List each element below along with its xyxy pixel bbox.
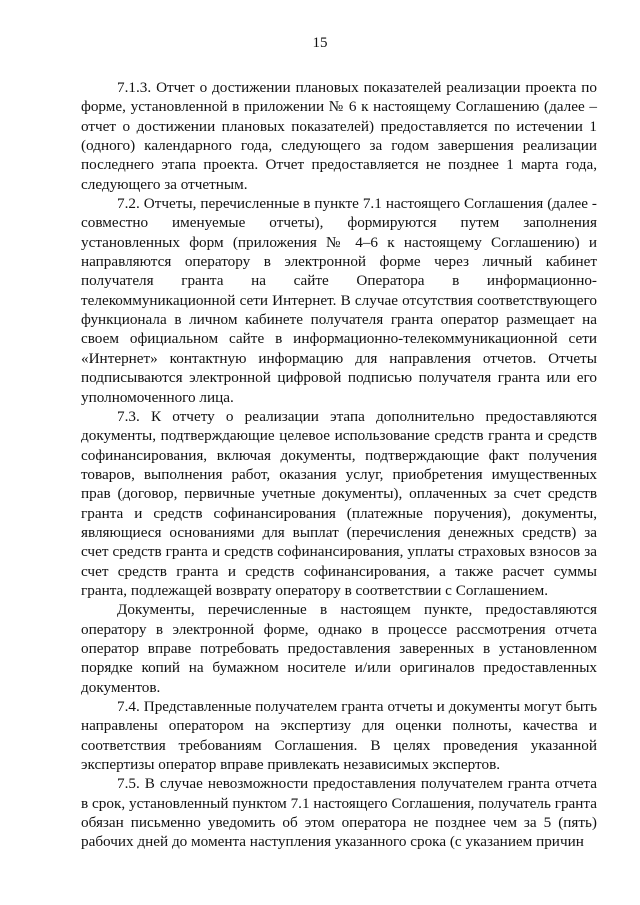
paragraph-7-3-documents: Документы, перечисленные в настоящем пункте, предоставляются оператору в электронной форме, однако в процессе рассмотрения отчета оператор вправе потребовать предоставления заверенных в установленном порядке копий на бумажном носителе и/или оригиналов предоставленных документов. bbox=[81, 601, 597, 696]
paragraph-7-4: 7.4. Представленные получателем гранта отчеты и документы могут быть направлены оператором на экспертизу для оценки полноты, качества и соответствия требованиям Соглашения. В целях проведения указанной экспертизы оператор вправе привлекать независимых экспертов. bbox=[81, 698, 597, 774]
paragraph-7-3: 7.3. К отчету о реализации этапа дополнительно предоставляются документы, подтверждающие целевое использование средств гранта и средств софинансирования, включая документы, подтверждающие факт получения товаров, выполнения работ, оказания услуг, приобретения имущественных прав (договор, первичные учетные документы), оплаченных за счет средств гранта и средств софинансирования (платежные поручения), документы, являющиеся основаниями для выплат (перечисления денежных средств) за счет средств гранта и средств софинансирования, уплаты страховых взносов за счет средств гранта и средств софинансирования, а также расчет суммы гранта, подлежащей возврату оператору в соответствии с Соглашением. bbox=[81, 407, 597, 599]
document-body bbox=[81, 78, 597, 852]
paragraph-7-5: 7.5. В случае невозможности предоставления получателем гранта отчета в срок, установленный пунктом 7.1 настоящего Соглашения, получатель гранта обязан письменно уведомить об этом оператора не позднее чем за 5 (пять) рабочих дней до момента наступления указанного срока (с указанием причин bbox=[81, 775, 597, 851]
paragraph-7-1-3: 7.1.3. Отчет о достижении плановых показателей реализации проекта по форме, установленной в приложении № 6 к настоящему Соглашению (далее – отчет о достижении плановых показателей) предоставляется по истечении 1 (одного) календарного года, следующего за годом завершения реализации последнего этапа проекта. Отчет предоставляется не позднее 1 марта года, следующего за отчетным. bbox=[81, 79, 597, 193]
page-number: 15 bbox=[312, 35, 328, 51]
paragraph-7-2: 7.2. Отчеты, перечисленные в пункте 7.1 настоящего Соглашения (далее - совместно именуемые отчеты), формируются путем заполнения установленных форм (приложения № 4–6 к настоящему Соглашению) и направляются оператору в электронной форме через личный кабинет получателя гранта на сайте Оператора в информационно-телекоммуникационной сети Интернет. В случае отсутствия соответствующего функционала в личном кабинете получателя гранта оператор размещает на своем официальном сайте в информационно-телекоммуникационной сети «Интернет» контактную информацию для направления отчетов. Отчеты подписываются электронной цифровой подписью получателя гранта или его уполномоченного лица. bbox=[81, 195, 597, 406]
